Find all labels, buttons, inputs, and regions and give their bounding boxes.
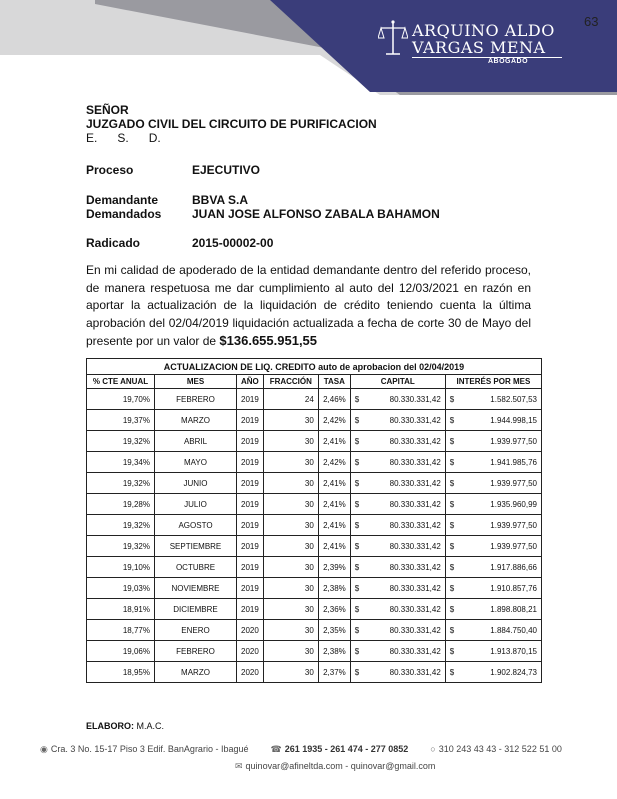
cell-cte-anual: 18,91% xyxy=(87,599,155,620)
currency-symbol: $ xyxy=(354,436,360,446)
cell-mes: FEBRERO xyxy=(155,389,237,410)
cell-interes-value: 1.917.886,66 xyxy=(490,562,537,572)
col-capital: CAPITAL xyxy=(350,375,445,389)
cell-interes xyxy=(445,620,541,641)
footer-contact-row xyxy=(40,744,600,755)
field-demandante-label: Demandante xyxy=(86,193,159,207)
currency-symbol: $ xyxy=(354,667,360,677)
currency-symbol: $ xyxy=(354,604,360,614)
table-body xyxy=(87,389,542,683)
cell-capital xyxy=(350,452,445,473)
currency-symbol: $ xyxy=(354,499,360,509)
addressee xyxy=(86,103,377,145)
cell-cte-anual: 19,37% xyxy=(87,410,155,431)
body-paragraph xyxy=(86,262,531,351)
currency-symbol: $ xyxy=(449,562,455,572)
cell-cte-anual: 19,34% xyxy=(87,452,155,473)
cell-interes xyxy=(445,452,541,473)
cell-anio: 2019 xyxy=(237,578,264,599)
esd-s: S. xyxy=(117,131,129,145)
col-tasa: TASA xyxy=(318,375,350,389)
cell-cte-anual: 19,06% xyxy=(87,641,155,662)
cell-capital-value: 80.330.331,42 xyxy=(389,436,441,446)
location-icon: ◉ xyxy=(40,744,48,754)
cell-capital xyxy=(350,536,445,557)
field-demandados xyxy=(86,207,440,221)
cell-interes-value: 1.939.977,50 xyxy=(490,436,537,446)
cell-mes: FEBRERO xyxy=(155,641,237,662)
cell-interes-value: 1.939.977,50 xyxy=(490,478,537,488)
phone-icon: ☎ xyxy=(270,744,282,754)
cell-interes-value: 1.902.824,73 xyxy=(490,667,537,677)
cell-interes-value: 1.884.750,40 xyxy=(490,625,537,635)
col-mes: MES xyxy=(155,375,237,389)
cell-anio: 2019 xyxy=(237,452,264,473)
table-row xyxy=(87,536,542,557)
firm-logo xyxy=(378,18,578,66)
cell-capital xyxy=(350,578,445,599)
cell-interes xyxy=(445,578,541,599)
cell-anio: 2019 xyxy=(237,494,264,515)
liquidation-table xyxy=(86,358,542,683)
cell-fraccion: 24 xyxy=(263,389,318,410)
elaboro xyxy=(86,721,164,731)
cell-fraccion: 30 xyxy=(263,536,318,557)
cell-tasa: 2,38% xyxy=(318,641,350,662)
cell-tasa: 2,38% xyxy=(318,578,350,599)
table-row xyxy=(87,389,542,410)
cell-cte-anual: 19,32% xyxy=(87,431,155,452)
cell-capital-value: 80.330.331,42 xyxy=(389,499,441,509)
currency-symbol: $ xyxy=(449,499,455,509)
cell-capital xyxy=(350,599,445,620)
field-demandante xyxy=(86,193,248,207)
currency-symbol: $ xyxy=(449,520,455,530)
currency-symbol: $ xyxy=(354,457,360,467)
cell-mes: JUNIO xyxy=(155,473,237,494)
logo-title: ABOGADO xyxy=(488,58,529,65)
currency-symbol: $ xyxy=(449,625,455,635)
currency-symbol: $ xyxy=(354,541,360,551)
logo-name-line1: ARQUINO ALDO xyxy=(412,21,555,40)
currency-symbol: $ xyxy=(354,562,360,572)
cell-mes: SEPTIEMBRE xyxy=(155,536,237,557)
col-fraccion: FRACCIÓN xyxy=(263,375,318,389)
cell-cte-anual: 19,32% xyxy=(87,473,155,494)
col-interes: INTERÉS POR MES xyxy=(445,375,541,389)
cell-capital xyxy=(350,620,445,641)
elaboro-value: M.A.C. xyxy=(136,721,165,731)
logo-name-line2: VARGAS MENA xyxy=(412,38,546,57)
cell-anio: 2020 xyxy=(237,620,264,641)
cell-tasa: 2,41% xyxy=(318,515,350,536)
cell-tasa: 2,42% xyxy=(318,452,350,473)
currency-symbol: $ xyxy=(449,478,455,488)
currency-symbol: $ xyxy=(354,394,360,404)
field-demandados-label: Demandados xyxy=(86,207,162,221)
cell-capital-value: 80.330.331,42 xyxy=(389,583,441,593)
table-row xyxy=(87,452,542,473)
cell-tasa: 2,42% xyxy=(318,410,350,431)
cell-mes: MARZO xyxy=(155,662,237,683)
cell-capital-value: 80.330.331,42 xyxy=(389,646,441,656)
cell-interes-value: 1.941.985,76 xyxy=(490,457,537,467)
cell-cte-anual: 19,03% xyxy=(87,578,155,599)
table-row xyxy=(87,515,542,536)
cell-interes-value: 1.944.998,15 xyxy=(490,415,537,425)
cell-interes-value: 1.935.960,99 xyxy=(490,499,537,509)
cell-interes-value: 1.582.507,53 xyxy=(490,394,537,404)
cell-capital-value: 80.330.331,42 xyxy=(389,415,441,425)
cell-tasa: 2,39% xyxy=(318,557,350,578)
cell-fraccion: 30 xyxy=(263,578,318,599)
currency-symbol: $ xyxy=(449,646,455,656)
cell-tasa: 2,41% xyxy=(318,431,350,452)
field-radicado-value: 2015-00002-00 xyxy=(192,236,274,250)
cell-capital xyxy=(350,389,445,410)
cell-capital-value: 80.330.331,42 xyxy=(389,520,441,530)
esd-e: E. xyxy=(86,131,98,145)
table-row xyxy=(87,410,542,431)
field-proceso xyxy=(86,163,260,177)
table-row xyxy=(87,599,542,620)
cell-capital xyxy=(350,473,445,494)
cell-interes xyxy=(445,431,541,452)
cell-mes: ABRIL xyxy=(155,431,237,452)
cell-capital-value: 80.330.331,42 xyxy=(389,625,441,635)
cell-interes xyxy=(445,662,541,683)
cell-interes xyxy=(445,494,541,515)
cell-interes xyxy=(445,641,541,662)
cell-capital-value: 80.330.331,42 xyxy=(389,667,441,677)
cell-fraccion: 30 xyxy=(263,473,318,494)
table-row xyxy=(87,494,542,515)
cell-cte-anual: 18,95% xyxy=(87,662,155,683)
cell-capital-value: 80.330.331,42 xyxy=(389,604,441,614)
cell-anio: 2019 xyxy=(237,410,264,431)
cell-mes: ENERO xyxy=(155,620,237,641)
whatsapp-icon: ○ xyxy=(430,744,436,754)
cell-anio: 2019 xyxy=(237,557,264,578)
cell-interes xyxy=(445,515,541,536)
cell-interes-value: 1.939.977,50 xyxy=(490,541,537,551)
esd-d: D. xyxy=(148,131,161,145)
table-title: ACTUALIZACION DE LIQ. CREDITO auto de aprobacion del 02/04/2019 xyxy=(87,359,542,375)
body-text: En mi calidad de apoderado de la entidad demandante dentro del referido proceso, de manera respetuosa me dar cumplimiento al auto del 12/03/2021 en razón en aportar la actualización de la liquidación de crédito teniendo cuenta la última aprobación del 02/04/2019 liquidación actualizada a fecha de corte 30 de Mayo del presente por un valor de xyxy=(86,263,531,348)
field-demandante-value: BBVA S.A xyxy=(192,193,249,207)
page-number: 63 xyxy=(584,14,599,29)
cell-tasa: 2,35% xyxy=(318,620,350,641)
cell-capital-value: 80.330.331,42 xyxy=(389,457,441,467)
cell-tasa: 2,36% xyxy=(318,599,350,620)
body-amount: $136.655.951,55 xyxy=(219,333,318,348)
cell-capital xyxy=(350,431,445,452)
footer-address: Cra. 3 No. 15-17 Piso 3 Edif. BanAgrario - Ibagué xyxy=(50,744,249,754)
currency-symbol: $ xyxy=(449,457,455,467)
footer-emails: quinovar@afineltda.com - quinovar@gmail.com xyxy=(245,761,436,771)
cell-interes xyxy=(445,473,541,494)
cell-tasa: 2,46% xyxy=(318,389,350,410)
cell-capital xyxy=(350,494,445,515)
cell-capital-value: 80.330.331,42 xyxy=(389,394,441,404)
cell-cte-anual: 19,32% xyxy=(87,536,155,557)
cell-fraccion: 30 xyxy=(263,599,318,620)
col-cte-anual: % CTE ANUAL xyxy=(87,375,155,389)
currency-symbol: $ xyxy=(449,394,455,404)
elaboro-label: ELABORO: xyxy=(86,721,134,731)
cell-interes xyxy=(445,410,541,431)
currency-symbol: $ xyxy=(354,583,360,593)
scales-of-justice-icon xyxy=(378,18,408,58)
field-proceso-value: EJECUTIVO xyxy=(192,163,261,177)
mail-icon: ✉ xyxy=(235,761,243,771)
cell-capital xyxy=(350,662,445,683)
cell-fraccion: 30 xyxy=(263,410,318,431)
footer-phones-item xyxy=(270,744,408,755)
cell-cte-anual: 19,10% xyxy=(87,557,155,578)
currency-symbol: $ xyxy=(354,520,360,530)
currency-symbol: $ xyxy=(449,604,455,614)
table-row xyxy=(87,557,542,578)
cell-anio: 2019 xyxy=(237,473,264,494)
cell-fraccion: 30 xyxy=(263,641,318,662)
col-anio: AÑO xyxy=(237,375,264,389)
footer-mobiles: 310 243 43 43 - 312 522 51 00 xyxy=(438,744,562,754)
cell-interes xyxy=(445,557,541,578)
footer-phones: 261 1935 - 261 474 - 277 0852 xyxy=(284,744,409,754)
cell-interes-value: 1.910.857,76 xyxy=(490,583,537,593)
addressee-esd xyxy=(86,131,377,145)
currency-symbol: $ xyxy=(449,541,455,551)
cell-cte-anual: 18,77% xyxy=(87,620,155,641)
cell-anio: 2019 xyxy=(237,536,264,557)
cell-mes: AGOSTO xyxy=(155,515,237,536)
cell-anio: 2019 xyxy=(237,515,264,536)
cell-fraccion: 30 xyxy=(263,662,318,683)
cell-mes: JULIO xyxy=(155,494,237,515)
cell-anio: 2019 xyxy=(237,599,264,620)
table-row xyxy=(87,641,542,662)
currency-symbol: $ xyxy=(354,478,360,488)
table-row xyxy=(87,431,542,452)
cell-anio: 2020 xyxy=(237,641,264,662)
currency-symbol: $ xyxy=(449,583,455,593)
logo-rule xyxy=(412,57,562,58)
cell-anio: 2019 xyxy=(237,389,264,410)
footer-mobiles-item xyxy=(430,744,562,755)
field-radicado xyxy=(86,236,273,250)
cell-capital xyxy=(350,515,445,536)
currency-symbol: $ xyxy=(449,667,455,677)
cell-tasa: 2,37% xyxy=(318,662,350,683)
cell-interes xyxy=(445,536,541,557)
cell-capital-value: 80.330.331,42 xyxy=(389,562,441,572)
cell-anio: 2019 xyxy=(237,431,264,452)
cell-cte-anual: 19,70% xyxy=(87,389,155,410)
cell-capital xyxy=(350,557,445,578)
cell-interes xyxy=(445,389,541,410)
cell-capital-value: 80.330.331,42 xyxy=(389,541,441,551)
cell-tasa: 2,41% xyxy=(318,536,350,557)
cell-mes: NOVIEMBRE xyxy=(155,578,237,599)
table-row xyxy=(87,578,542,599)
cell-cte-anual: 19,32% xyxy=(87,515,155,536)
footer-email-row xyxy=(235,761,435,772)
cell-tasa: 2,41% xyxy=(318,473,350,494)
cell-fraccion: 30 xyxy=(263,557,318,578)
cell-fraccion: 30 xyxy=(263,620,318,641)
currency-symbol: $ xyxy=(354,415,360,425)
currency-symbol: $ xyxy=(354,625,360,635)
cell-interes-value: 1.939.977,50 xyxy=(490,520,537,530)
cell-interes-value: 1.898.808,21 xyxy=(490,604,537,614)
currency-symbol: $ xyxy=(449,415,455,425)
addressee-salutation: SEÑOR xyxy=(86,103,129,117)
cell-fraccion: 30 xyxy=(263,452,318,473)
footer-address-item xyxy=(40,744,248,755)
cell-interes xyxy=(445,599,541,620)
cell-capital xyxy=(350,410,445,431)
field-demandados-value: JUAN JOSE ALFONSO ZABALA BAHAMON xyxy=(192,207,440,221)
cell-mes: DICIEMBRE xyxy=(155,599,237,620)
cell-tasa: 2,41% xyxy=(318,494,350,515)
cell-cte-anual: 19,28% xyxy=(87,494,155,515)
currency-symbol: $ xyxy=(354,646,360,656)
cell-fraccion: 30 xyxy=(263,515,318,536)
currency-symbol: $ xyxy=(449,436,455,446)
cell-fraccion: 30 xyxy=(263,494,318,515)
cell-anio: 2020 xyxy=(237,662,264,683)
field-radicado-label: Radicado xyxy=(86,236,141,250)
cell-interes-value: 1.913.870,15 xyxy=(490,646,537,656)
table-row xyxy=(87,473,542,494)
cell-mes: MAYO xyxy=(155,452,237,473)
cell-capital xyxy=(350,641,445,662)
addressee-court: JUZGADO CIVIL DEL CIRCUITO DE PURIFICACION xyxy=(86,117,377,131)
table-row xyxy=(87,662,542,683)
table-row xyxy=(87,620,542,641)
cell-capital-value: 80.330.331,42 xyxy=(389,478,441,488)
field-proceso-label: Proceso xyxy=(86,163,134,177)
cell-mes: MARZO xyxy=(155,410,237,431)
cell-fraccion: 30 xyxy=(263,431,318,452)
cell-mes: OCTUBRE xyxy=(155,557,237,578)
